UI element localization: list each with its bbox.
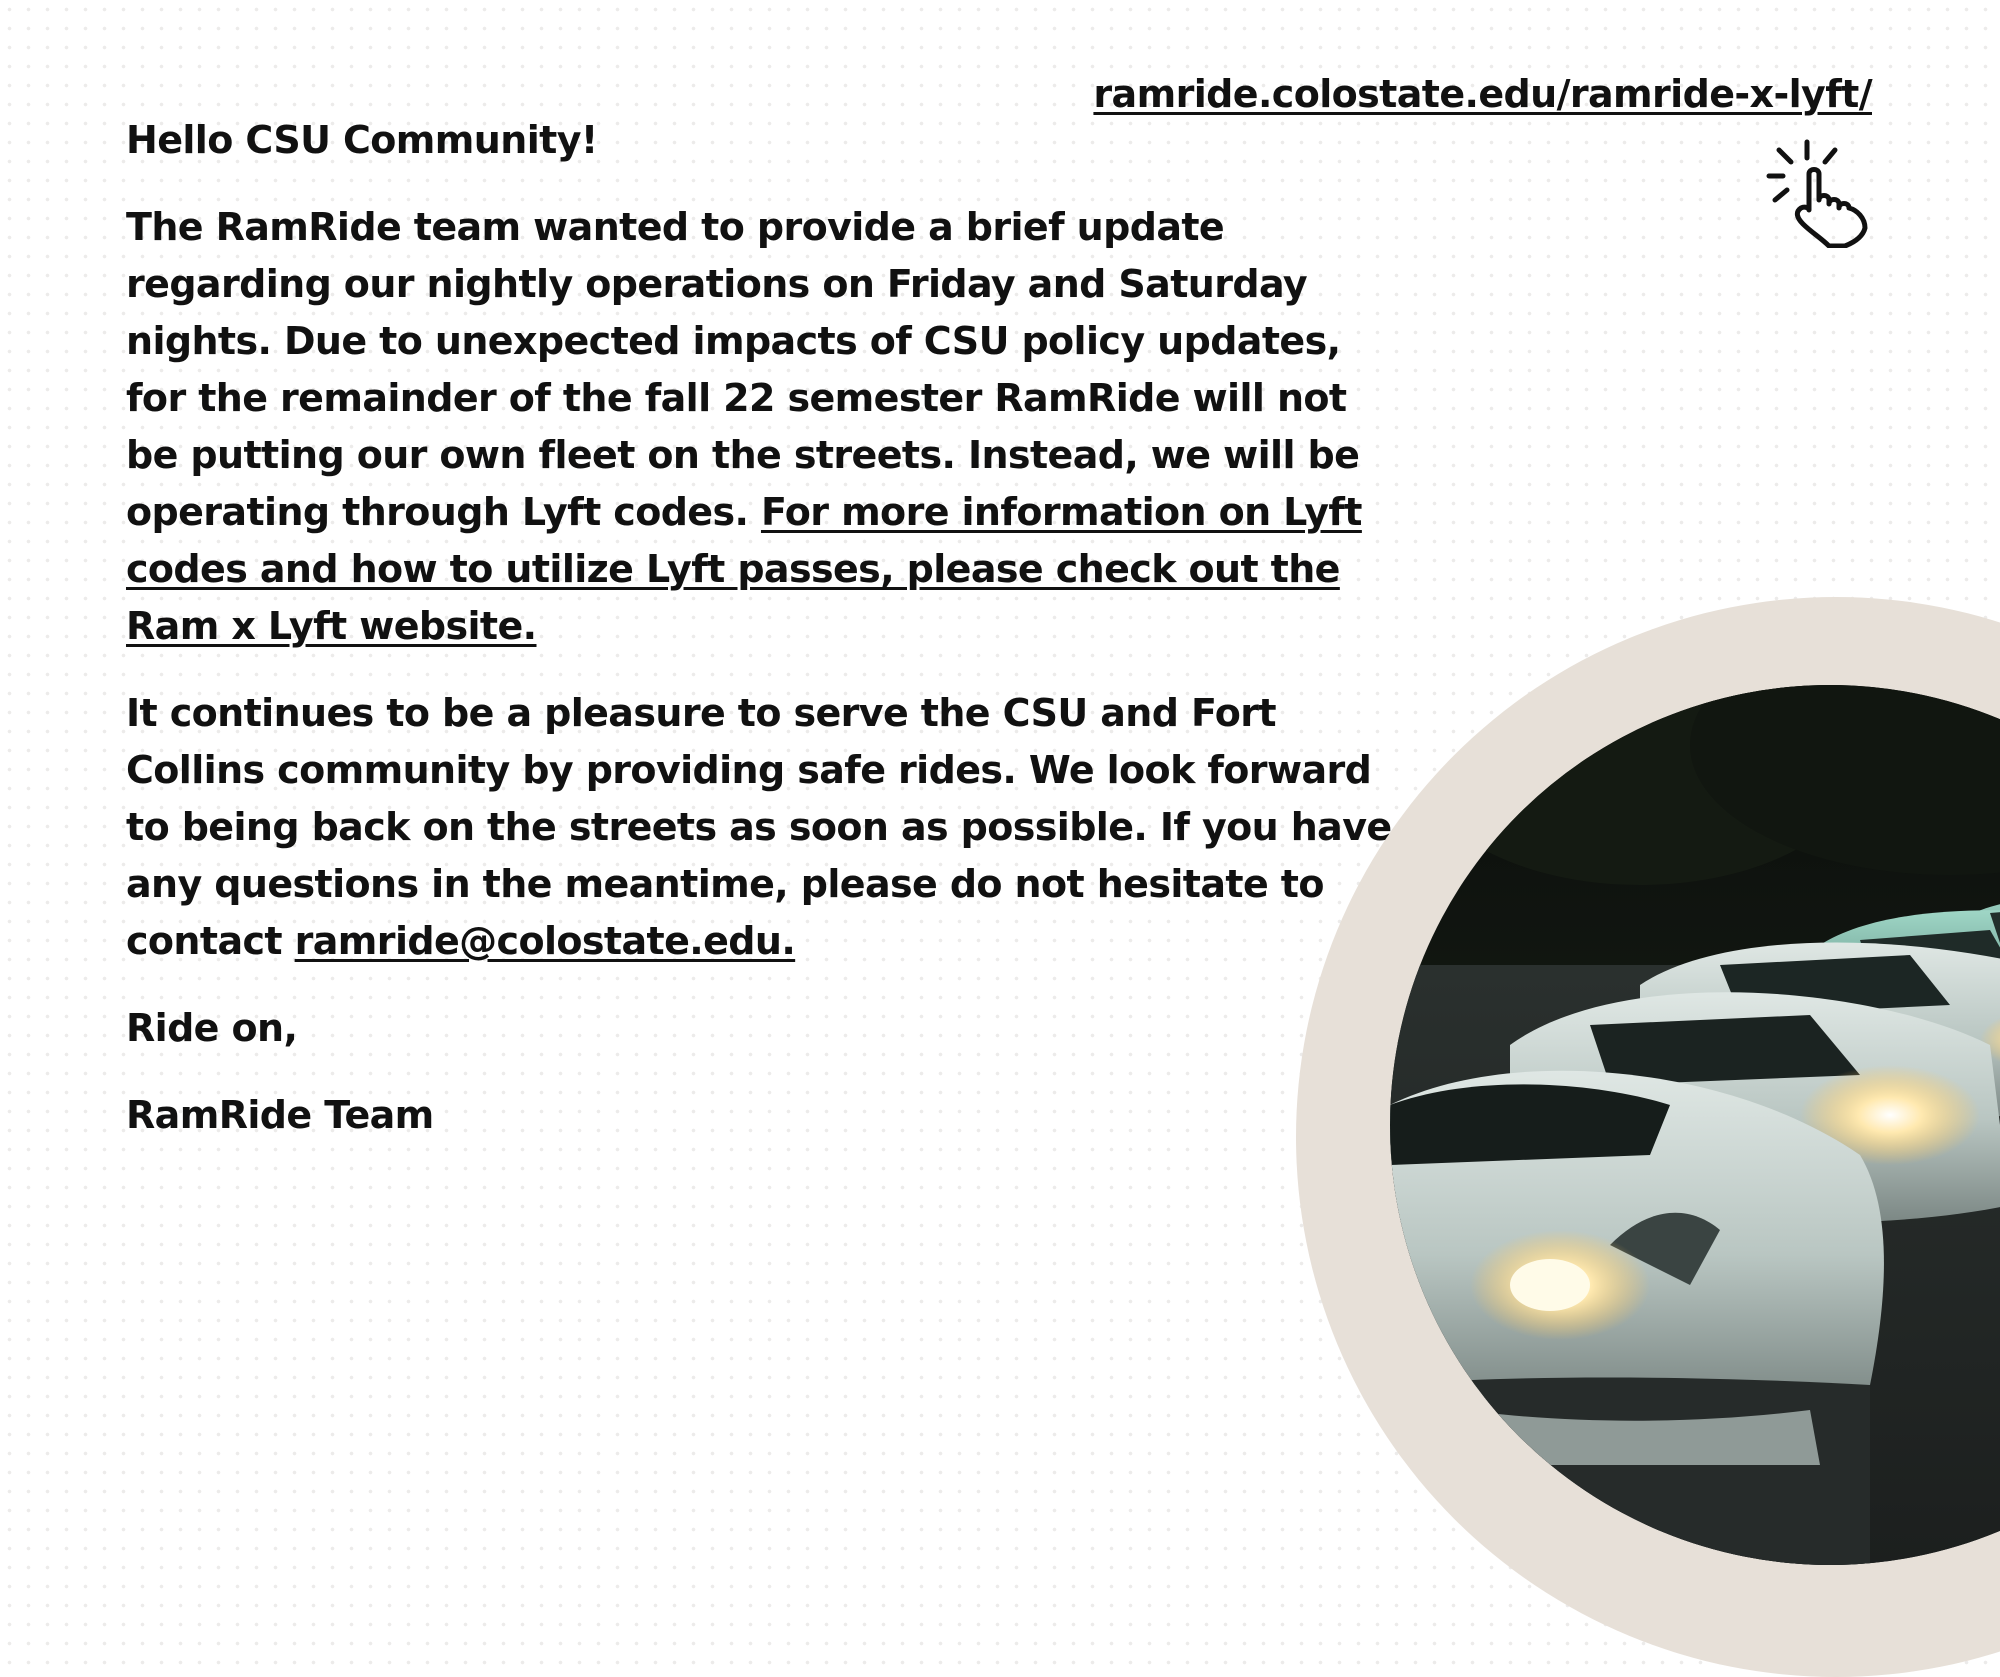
- contact-email-link[interactable]: ramride@colostate.edu.: [294, 919, 796, 963]
- paragraph-closing-text: It continues to be a pleasure to serve the CSU and Fort Collins community by providing safe rides. We look forward to being back on the streets as soon as possible. If you have any questions in the meantime, please do not hesitate to contact: [126, 691, 1392, 963]
- signoff: Ride on,: [126, 1006, 298, 1050]
- paragraph-update: [126, 199, 1396, 655]
- pointer-click-icon: [1765, 138, 1875, 248]
- greeting: Hello CSU Community!: [126, 118, 598, 162]
- letter-body: [126, 112, 1396, 1174]
- ramride-lyft-url-link[interactable]: ramride.colostate.edu/ramride-x-lyft/: [1093, 72, 1872, 116]
- signature: RamRide Team: [126, 1093, 434, 1137]
- paragraph-closing: [126, 685, 1396, 970]
- lyft-info-link[interactable]: For more information on Lyft codes and how to utilize Lyft passes, please check out the Ram x Lyft website.: [126, 490, 1362, 648]
- paragraph-update-text: The RamRide team wanted to provide a brief update regarding our nightly operations on Friday and Saturday nights. Due to unexpected impacts of CSU policy updates, for the remainder of the fall 22 semester RamRide will not be putting our own fleet on the streets. Instead, we will be operating through Lyft codes.: [126, 205, 1360, 534]
